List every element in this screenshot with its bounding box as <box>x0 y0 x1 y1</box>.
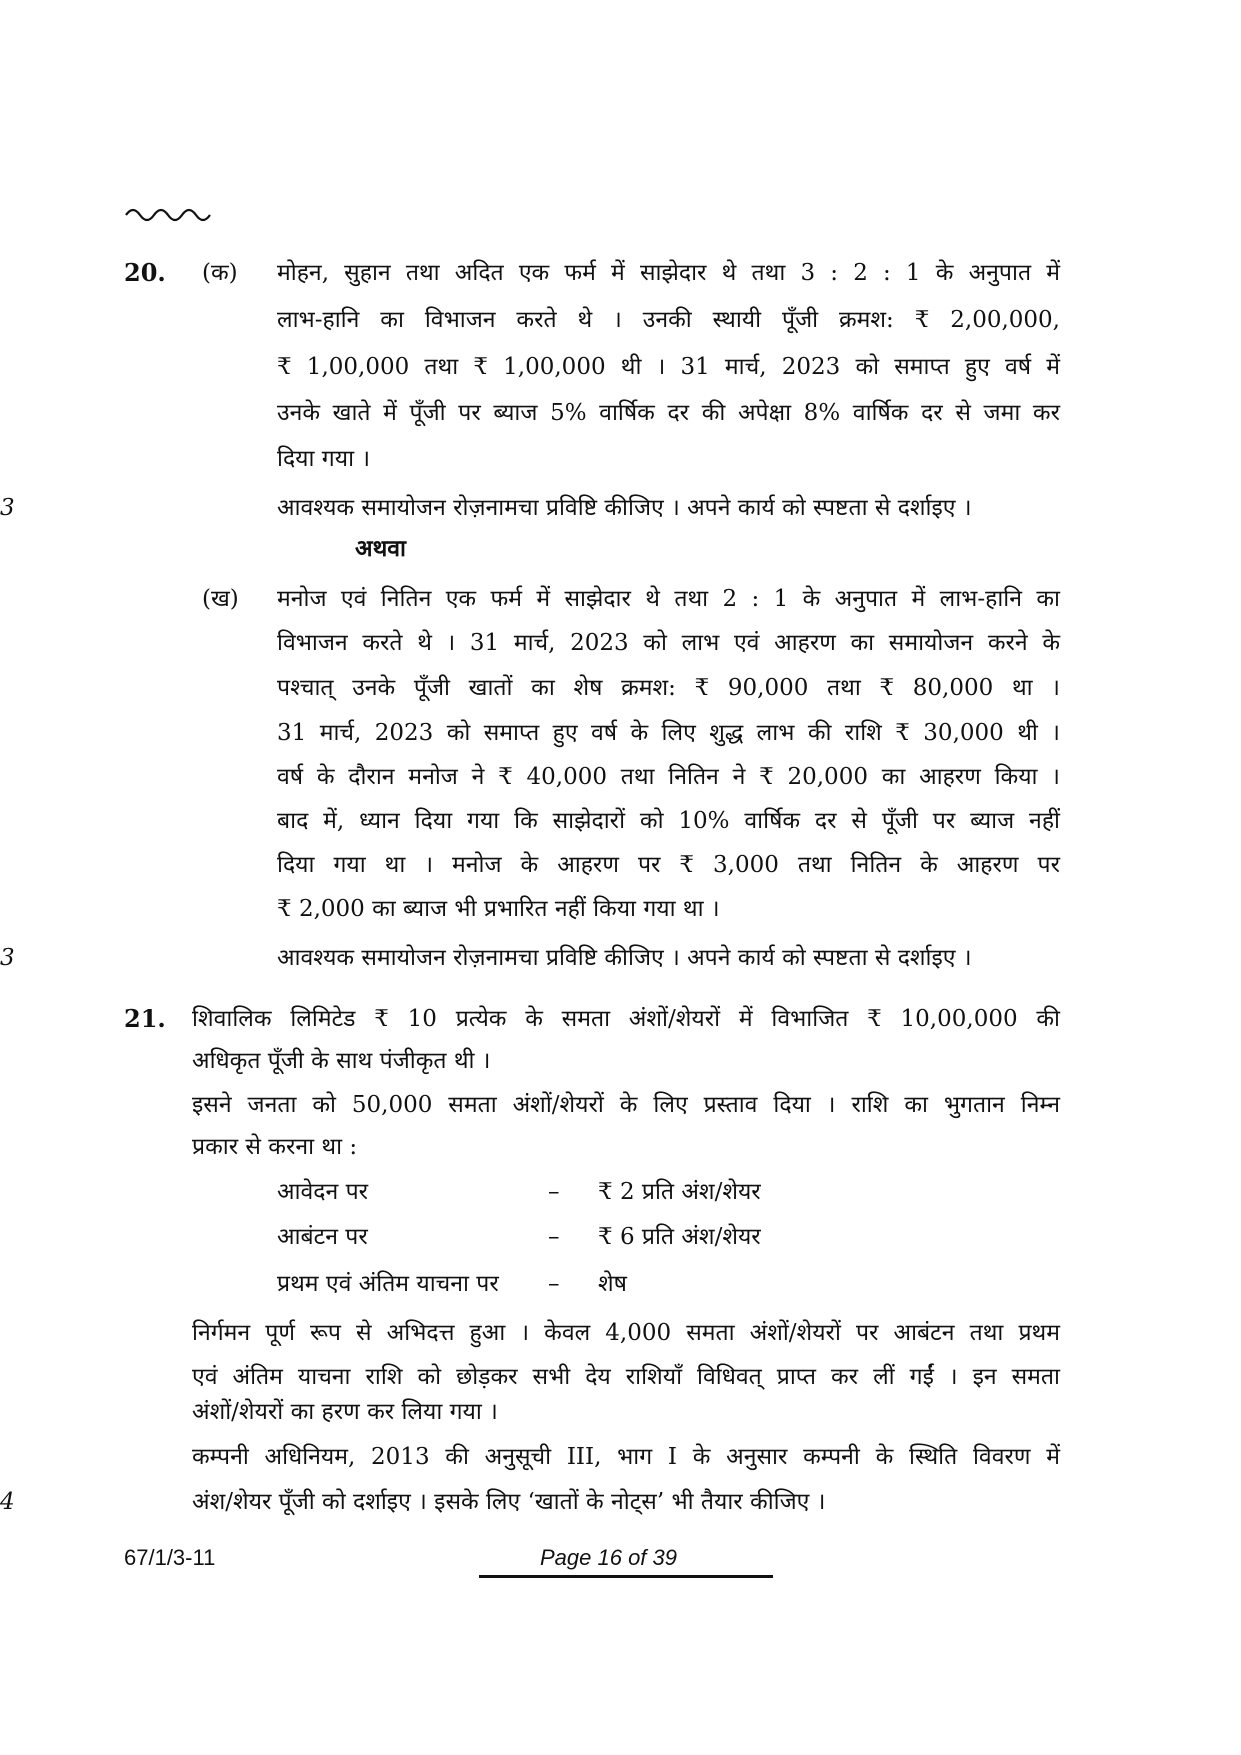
payment-dash: – <box>548 1224 560 1250</box>
continuation-wave-mark <box>124 203 214 227</box>
question-text-line: मोहन, सुहान तथा अदित एक फर्म में साझेदार थे तथा 3 : 2 : 1 के अनुपात में <box>277 260 1060 286</box>
question-text-line: एवं अंतिम याचना राशि को छोड़कर सभी देय राशियाँ विधिवत् प्राप्त कर लीं गईं । इन समता <box>192 1364 1060 1390</box>
part-label: (ख) <box>202 586 239 612</box>
payment-amount: ₹ 2 प्रति अंश/शेयर <box>598 1179 761 1205</box>
question-text-line: इसने जनता को 50,000 समता अंशों/शेयरों के लिए प्रस्ताव दिया । राशि का भुगतान निम्न <box>192 1092 1060 1118</box>
question-text-line: निर्गमन पूर्ण रूप से अभिदत्त हुआ । केवल 4,000 समता अंशों/शेयरों पर आबंटन तथा प्रथम <box>192 1320 1060 1346</box>
instruction-line: आवश्यक समायोजन रोज़नामचा प्रविष्टि कीजिए । अपने कार्य को स्पष्टता से दर्शाइए । <box>277 495 972 521</box>
question-text-line: वर्ष के दौरान मनोज ने ₹ 40,000 तथा नितिन ने ₹ 20,000 का आहरण किया । <box>277 764 1060 790</box>
part-label: (क) <box>202 260 238 286</box>
payment-dash: – <box>548 1271 560 1297</box>
question-text-line: लाभ-हानि का विभाजन करते थे । उनकी स्थायी पूँजी क्रमश: ₹ 2,00,000, <box>277 307 1060 333</box>
question-text-line: ₹ 1,00,000 तथा ₹ 1,00,000 थी । 31 मार्च, 2023 को समाप्त हुए वर्ष में <box>277 354 1060 380</box>
paper-code: 67/1/3-11 <box>124 1545 216 1570</box>
instruction-line: आवश्यक समायोजन रोज़नामचा प्रविष्टि कीजिए । अपने कार्य को स्पष्टता से दर्शाइए । <box>277 945 972 971</box>
page-number: Page 16 of 39 <box>540 1545 678 1570</box>
question-text-line: दिया गया था । मनोज के आहरण पर ₹ 3,000 तथा नितिन के आहरण पर <box>277 852 1060 878</box>
question-text-line: पश्चात् उनके पूँजी खातों का शेष क्रमश: ₹ 90,000 तथा ₹ 80,000 था । <box>277 675 1060 701</box>
payment-stage-label: प्रथम एवं अंतिम याचना पर <box>277 1271 499 1297</box>
payment-stage-label: आबंटन पर <box>277 1224 368 1250</box>
payment-amount: शेष <box>598 1271 627 1297</box>
question-text-line: शिवालिक लिमिटेड ₹ 10 प्रत्येक के समता अंशों/शेयरों में विभाजित ₹ 10,00,000 की <box>192 1006 1060 1032</box>
question-text-line: ₹ 2,000 का ब्याज भी प्रभारित नहीं किया गया था । <box>277 896 720 922</box>
question-text-line: कम्पनी अधिनियम, 2013 की अनुसूची III, भाग I के अनुसार कम्पनी के स्थिति विवरण में <box>192 1444 1060 1470</box>
marks-value: 4 <box>0 1489 15 1515</box>
footer-underline <box>479 1575 773 1578</box>
marks-value: 3 <box>0 945 15 971</box>
question-text-line: अंशों/शेयरों का हरण कर लिया गया । <box>192 1399 498 1425</box>
payment-amount: ₹ 6 प्रति अंश/शेयर <box>598 1224 761 1250</box>
marks-value: 3 <box>0 495 15 521</box>
question-text-line: प्रकार से करना था : <box>192 1134 358 1160</box>
question-text-line: अधिकृत पूँजी के साथ पंजीकृत थी । <box>192 1048 491 1074</box>
question-text-line: बाद में, ध्यान दिया गया कि साझेदारों को 10% वार्षिक दर से पूँजी पर ब्याज नहीं <box>277 808 1060 834</box>
payment-dash: – <box>548 1179 560 1205</box>
payment-stage-label: आवेदन पर <box>277 1179 369 1205</box>
question-number: 21. <box>124 1004 166 1033</box>
question-text-line: मनोज एवं नितिन एक फर्म में साझेदार थे तथा 2 : 1 के अनुपात में लाभ-हानि का <box>277 586 1060 612</box>
question-text-line: अंश/शेयर पूँजी को दर्शाइए । इसके लिए ‘खातों के नोट्स’ भी तैयार कीजिए । <box>192 1489 826 1515</box>
or-separator: अथवा <box>355 535 407 562</box>
question-text-line: उनके खाते में पूँजी पर ब्याज 5% वार्षिक दर की अपेक्षा 8% वार्षिक दर से जमा कर <box>277 400 1060 426</box>
question-text-line: विभाजन करते थे । 31 मार्च, 2023 को लाभ एवं आहरण का समायोजन करने के <box>277 630 1060 656</box>
question-number: 20. <box>124 258 166 287</box>
question-text-line: 31 मार्च, 2023 को समाप्त हुए वर्ष के लिए शुद्ध लाभ की राशि ₹ 30,000 थी । <box>277 720 1060 746</box>
question-text-line: दिया गया । <box>277 446 371 472</box>
